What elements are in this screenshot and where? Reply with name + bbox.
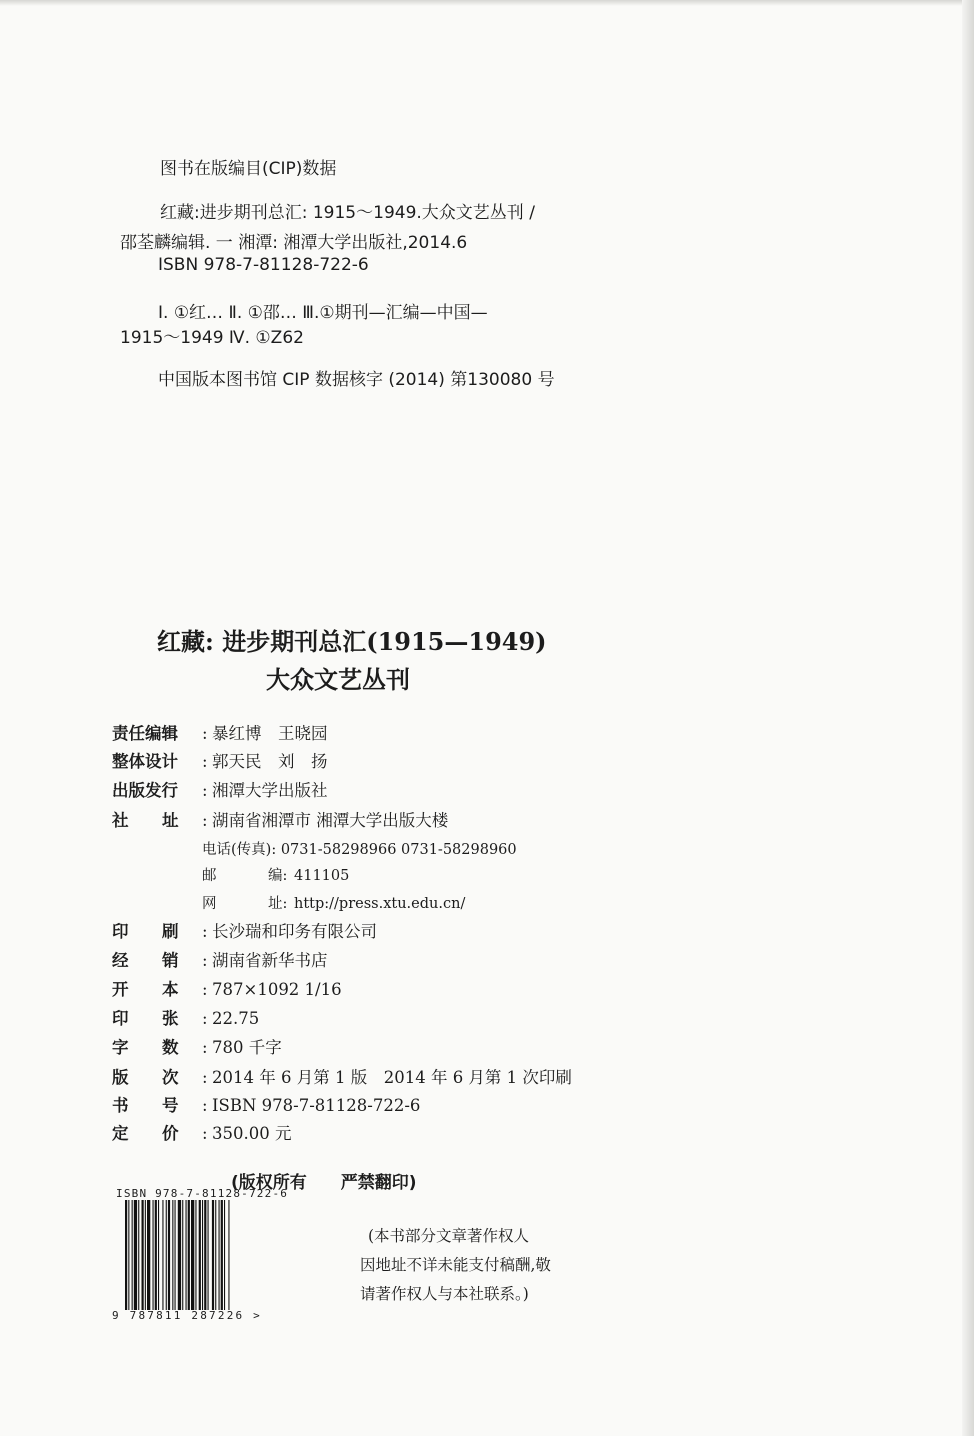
info-row-book-number: 书 号 : ISBN 978-7-81128-722-6 xyxy=(112,1094,420,1118)
cip-number: 中国版本图书馆 CIP 数据核字 (2014) 第130080 号 xyxy=(158,370,555,390)
website-label-b: 址: xyxy=(268,896,288,912)
words-label-b: 数 xyxy=(162,1038,179,1057)
barcode-number-text: 9 787811 287226 > xyxy=(112,1309,262,1322)
cip-isbn: ISBN 978-7-81128-722-6 xyxy=(158,255,369,275)
edition-label-a: 版 xyxy=(112,1068,129,1087)
phone-value: 0731-58298966 0731-58298960 xyxy=(280,842,517,858)
price-label-a: 定 xyxy=(112,1124,129,1143)
postcode-value: 411105 xyxy=(294,868,350,884)
info-row-words: 字 数 : 780 千字 xyxy=(112,1036,282,1060)
distributor-value: 湖南省新华书店 xyxy=(212,951,328,970)
info-row-editors: 责任编辑 : 暴红博 王晓园 xyxy=(112,722,328,746)
info-row-publisher: 出版发行 : 湘潭大学出版社 xyxy=(112,779,328,803)
publisher-value: 湘潭大学出版社 xyxy=(212,781,328,800)
note-line-3: 请著作权人与本社联系。) xyxy=(360,1285,529,1303)
editors-label: 责任编辑 xyxy=(112,724,178,743)
info-row-printer: 印 刷 : 长沙瑞和印务有限公司 xyxy=(112,920,377,944)
sheets-label-b: 张 xyxy=(162,1009,179,1028)
info-row-address: 社 址 : 湖南省湘潭市 湘潭大学出版大楼 xyxy=(112,809,448,833)
cip-class-line-1: Ⅰ. ①红… Ⅱ. ①邵… Ⅲ.①期刊—汇编—中国— xyxy=(158,303,488,323)
website-label-a: 网 xyxy=(202,896,217,912)
cip-editor-line: 邵荃麟编辑. 一 湘潭: 湘潭大学出版社,2014.6 xyxy=(120,233,468,253)
edition-value: 2014 年 6 月第 1 版 2014 年 6 月第 1 次印刷 xyxy=(212,1068,572,1087)
printer-label-a: 印 xyxy=(112,922,129,941)
price-value: 350.00 元 xyxy=(212,1124,292,1143)
website-value: http://press.xtu.edu.cn/ xyxy=(294,896,466,912)
postcode-label-a: 邮 xyxy=(202,868,217,884)
info-row-sheets: 印 张 : 22.75 xyxy=(112,1007,259,1031)
format-label-a: 开 xyxy=(112,980,129,999)
postcode-label-b: 编: xyxy=(268,868,288,884)
barcode-image xyxy=(125,1200,275,1310)
info-row-price: 定 价 : 350.00 元 xyxy=(112,1122,291,1146)
printer-value: 长沙瑞和印务有限公司 xyxy=(212,922,377,941)
printer-label-b: 刷 xyxy=(162,922,179,941)
edition-label-b: 次 xyxy=(162,1068,179,1087)
info-row-design: 整体设计 : 郭天民 刘 扬 xyxy=(112,750,328,774)
cip-class-line-2: 1915～1949 Ⅳ. ①Z62 xyxy=(120,328,304,348)
format-label-b: 本 xyxy=(162,980,179,999)
page-right-edge xyxy=(962,0,974,1436)
note-line-1: (本书部分文章著作权人 xyxy=(368,1227,530,1245)
phone-label: 电话(传真): xyxy=(202,842,277,858)
address-value: 湖南省湘潭市 湘潭大学出版大楼 xyxy=(212,811,449,830)
sheets-value: 22.75 xyxy=(212,1009,260,1028)
design-label: 整体设计 xyxy=(112,752,178,771)
book-subtitle: 大众文艺丛刊 xyxy=(266,665,410,694)
info-row-edition: 版 次 : 2014 年 6 月第 1 版 2014 年 6 月第 1 次印刷 xyxy=(112,1066,572,1090)
info-row-website xyxy=(202,893,465,915)
distributor-label-b: 销 xyxy=(162,951,179,970)
format-value: 787×1092 1/16 xyxy=(212,980,342,999)
copyright-contact-note xyxy=(360,1222,551,1309)
note-line-2: 因地址不详未能支付稿酬,敬 xyxy=(360,1256,551,1274)
info-row-format: 开 本 : 787×1092 1/16 xyxy=(112,978,342,1002)
book-number-label-b: 号 xyxy=(162,1096,179,1115)
words-label-a: 字 xyxy=(112,1038,129,1057)
info-row-phone xyxy=(202,839,517,861)
cip-title-line: 红藏:进步期刊总汇: 1915～1949.大众文艺丛刊 / xyxy=(160,203,535,223)
publisher-label: 出版发行 xyxy=(112,781,178,800)
price-label-b: 价 xyxy=(162,1124,179,1143)
distributor-label-a: 经 xyxy=(112,951,129,970)
address-label-a: 社 xyxy=(112,811,129,830)
cip-heading: 图书在版编目(CIP)数据 xyxy=(160,159,337,179)
design-value: 郭天民 刘 扬 xyxy=(212,752,328,771)
book-number-value: ISBN 978-7-81128-722-6 xyxy=(212,1096,421,1115)
sheets-label-a: 印 xyxy=(112,1009,129,1028)
copyright-notice: (版权所有 严禁翻印) xyxy=(231,1173,417,1193)
address-label-b: 址 xyxy=(162,811,179,830)
words-value: 780 千字 xyxy=(212,1038,282,1057)
info-row-postcode xyxy=(202,865,349,887)
book-number-label-a: 书 xyxy=(112,1096,129,1115)
page-top-edge xyxy=(0,0,974,6)
book-title: 红藏: 进步期刊总汇(1915—1949) xyxy=(157,627,547,656)
editors-value: 暴红博 王晓园 xyxy=(212,724,328,743)
barcode-isbn-text: ISBN 978-7-81128-722-6 xyxy=(116,1187,289,1200)
info-row-distributor: 经 销 : 湖南省新华书店 xyxy=(112,949,328,973)
